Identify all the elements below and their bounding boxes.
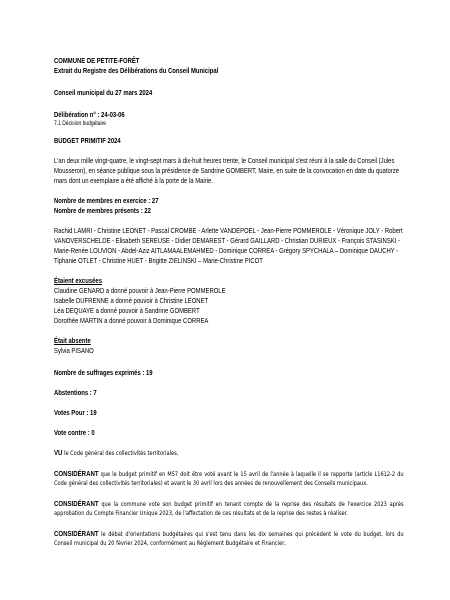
- present-members-list: Rachid LAMRI - Christine LEONET - Pascal CROMBE - Arlette VANDEPOEL - Jean-Pierre POMMEROLE - Véronique JOLY - Robert VANOVERSCHELDE - Elisabeth SEREUSE - Didier DEMAREST - Gérard GAILLARD - Christian DURIEUX - François STASINSKI - Marie-Renée LOUVION - Abdel-Aziz AITLAMAALEMAHMED - Dominique CORREA - Grégory SPYCHALA – Dominique DAUCHY - Tiphanie OTLET - Christine HUET - Brigitte ZIELINSKI – Marie-Christine PICOT: [54, 226, 403, 265]
- deliberation-number: Délibération n° : 24-03-06: [54, 110, 125, 119]
- considerant-text: le débat d'orientations budgétaires qui s'est tenu dans les dix semaines qui précèdent le vote du budget, lors du Conseil municipal du 20 février 2024, conformément au Règlement Budgétaire et Financier,: [54, 530, 404, 547]
- commune-name: COMMUNE DE PETITE-FORÊT: [54, 56, 140, 65]
- excused-item: Dorothée MARTIN a donné pouvoir à Dominique CORREA: [54, 316, 209, 325]
- votes-for: Votes Pour : 19: [54, 408, 97, 417]
- considerant-lead: CONSIDÉRANT: [54, 528, 99, 538]
- votes-abstentions: Abstentions : 7: [54, 388, 97, 397]
- vu-paragraph: [54, 448, 404, 459]
- vu-lead: VU: [54, 448, 63, 457]
- excused-item: Claudine GENARD a donné pouvoir à Jean-Pierre POMMEROLE: [54, 286, 226, 295]
- considerant-paragraph: [54, 529, 404, 549]
- register-extract-title: Extrait du Registre des Délibérations du Conseil Municipal: [54, 66, 219, 75]
- session-title: Conseil municipal du 27 mars 2024: [54, 88, 153, 97]
- members-in-office: Nombre de membres en exercice : 27: [54, 196, 159, 205]
- considerant-text: que la commune vote son budget primitif en tenant compte de la reprise des résultats de l'exercice 2023 après approbation du Compte Financier Unique 2023, de l'affectation de ces résultats et de la reprise des restes à réaliser.: [54, 500, 404, 517]
- absent-item: Sylvia PISANO: [54, 346, 94, 355]
- votes-against: Vote contre : 0: [54, 428, 95, 437]
- considerant-lead: CONSIDÉRANT: [54, 498, 99, 508]
- deliberation-subject: BUDGET PRIMITIF 2024: [54, 136, 121, 145]
- vu-text: le Code général des collectivités territoriales,: [64, 450, 179, 457]
- absent-title: Était absente: [54, 336, 91, 345]
- considerant-text: que le budget primitif en M57 doit être voté avant le 15 avril de l'année à laquelle il se rapporte (article L1612-2 du Code général des collectivités territoriales) et avant le 30 avril lors des années de renouvellement des Conseils municipaux.: [54, 470, 404, 487]
- considerant-paragraph: [54, 499, 404, 519]
- excused-list: [54, 286, 404, 326]
- members-present: Nombre de membres présents : 22: [54, 206, 151, 215]
- intro-paragraph: L'an deux mille vingt-quatre, le vingt-sept mars à dix-huit heures trente, le Conseil municipal s'est réuni à la salle du Conseil (Jules Mousseron), en séance publique sous la présidence de Sandrine GOMBERT, Maire, en suite de la convocation en date du quatorze mars dont un exemplaire a été affiché à la porte de la Mairie.: [54, 156, 399, 185]
- document-page: [54, 56, 404, 549]
- excused-item: Isabelle DUFRENNE a donné pouvoir à Christine LEONET: [54, 296, 209, 305]
- document-content: [54, 56, 404, 549]
- considerant-paragraph: [54, 469, 404, 489]
- votes-cast: Nombre de suffrages exprimés : 19: [54, 368, 153, 377]
- considerant-lead: CONSIDÉRANT: [54, 468, 99, 478]
- excused-item: Léa DEQUAYE a donné pouvoir à Sandrine GOMBERT: [54, 306, 200, 315]
- deliberation-category: 7.1 Décision budgétaire: [54, 120, 107, 127]
- excused-title: Étaient excusées: [54, 276, 102, 285]
